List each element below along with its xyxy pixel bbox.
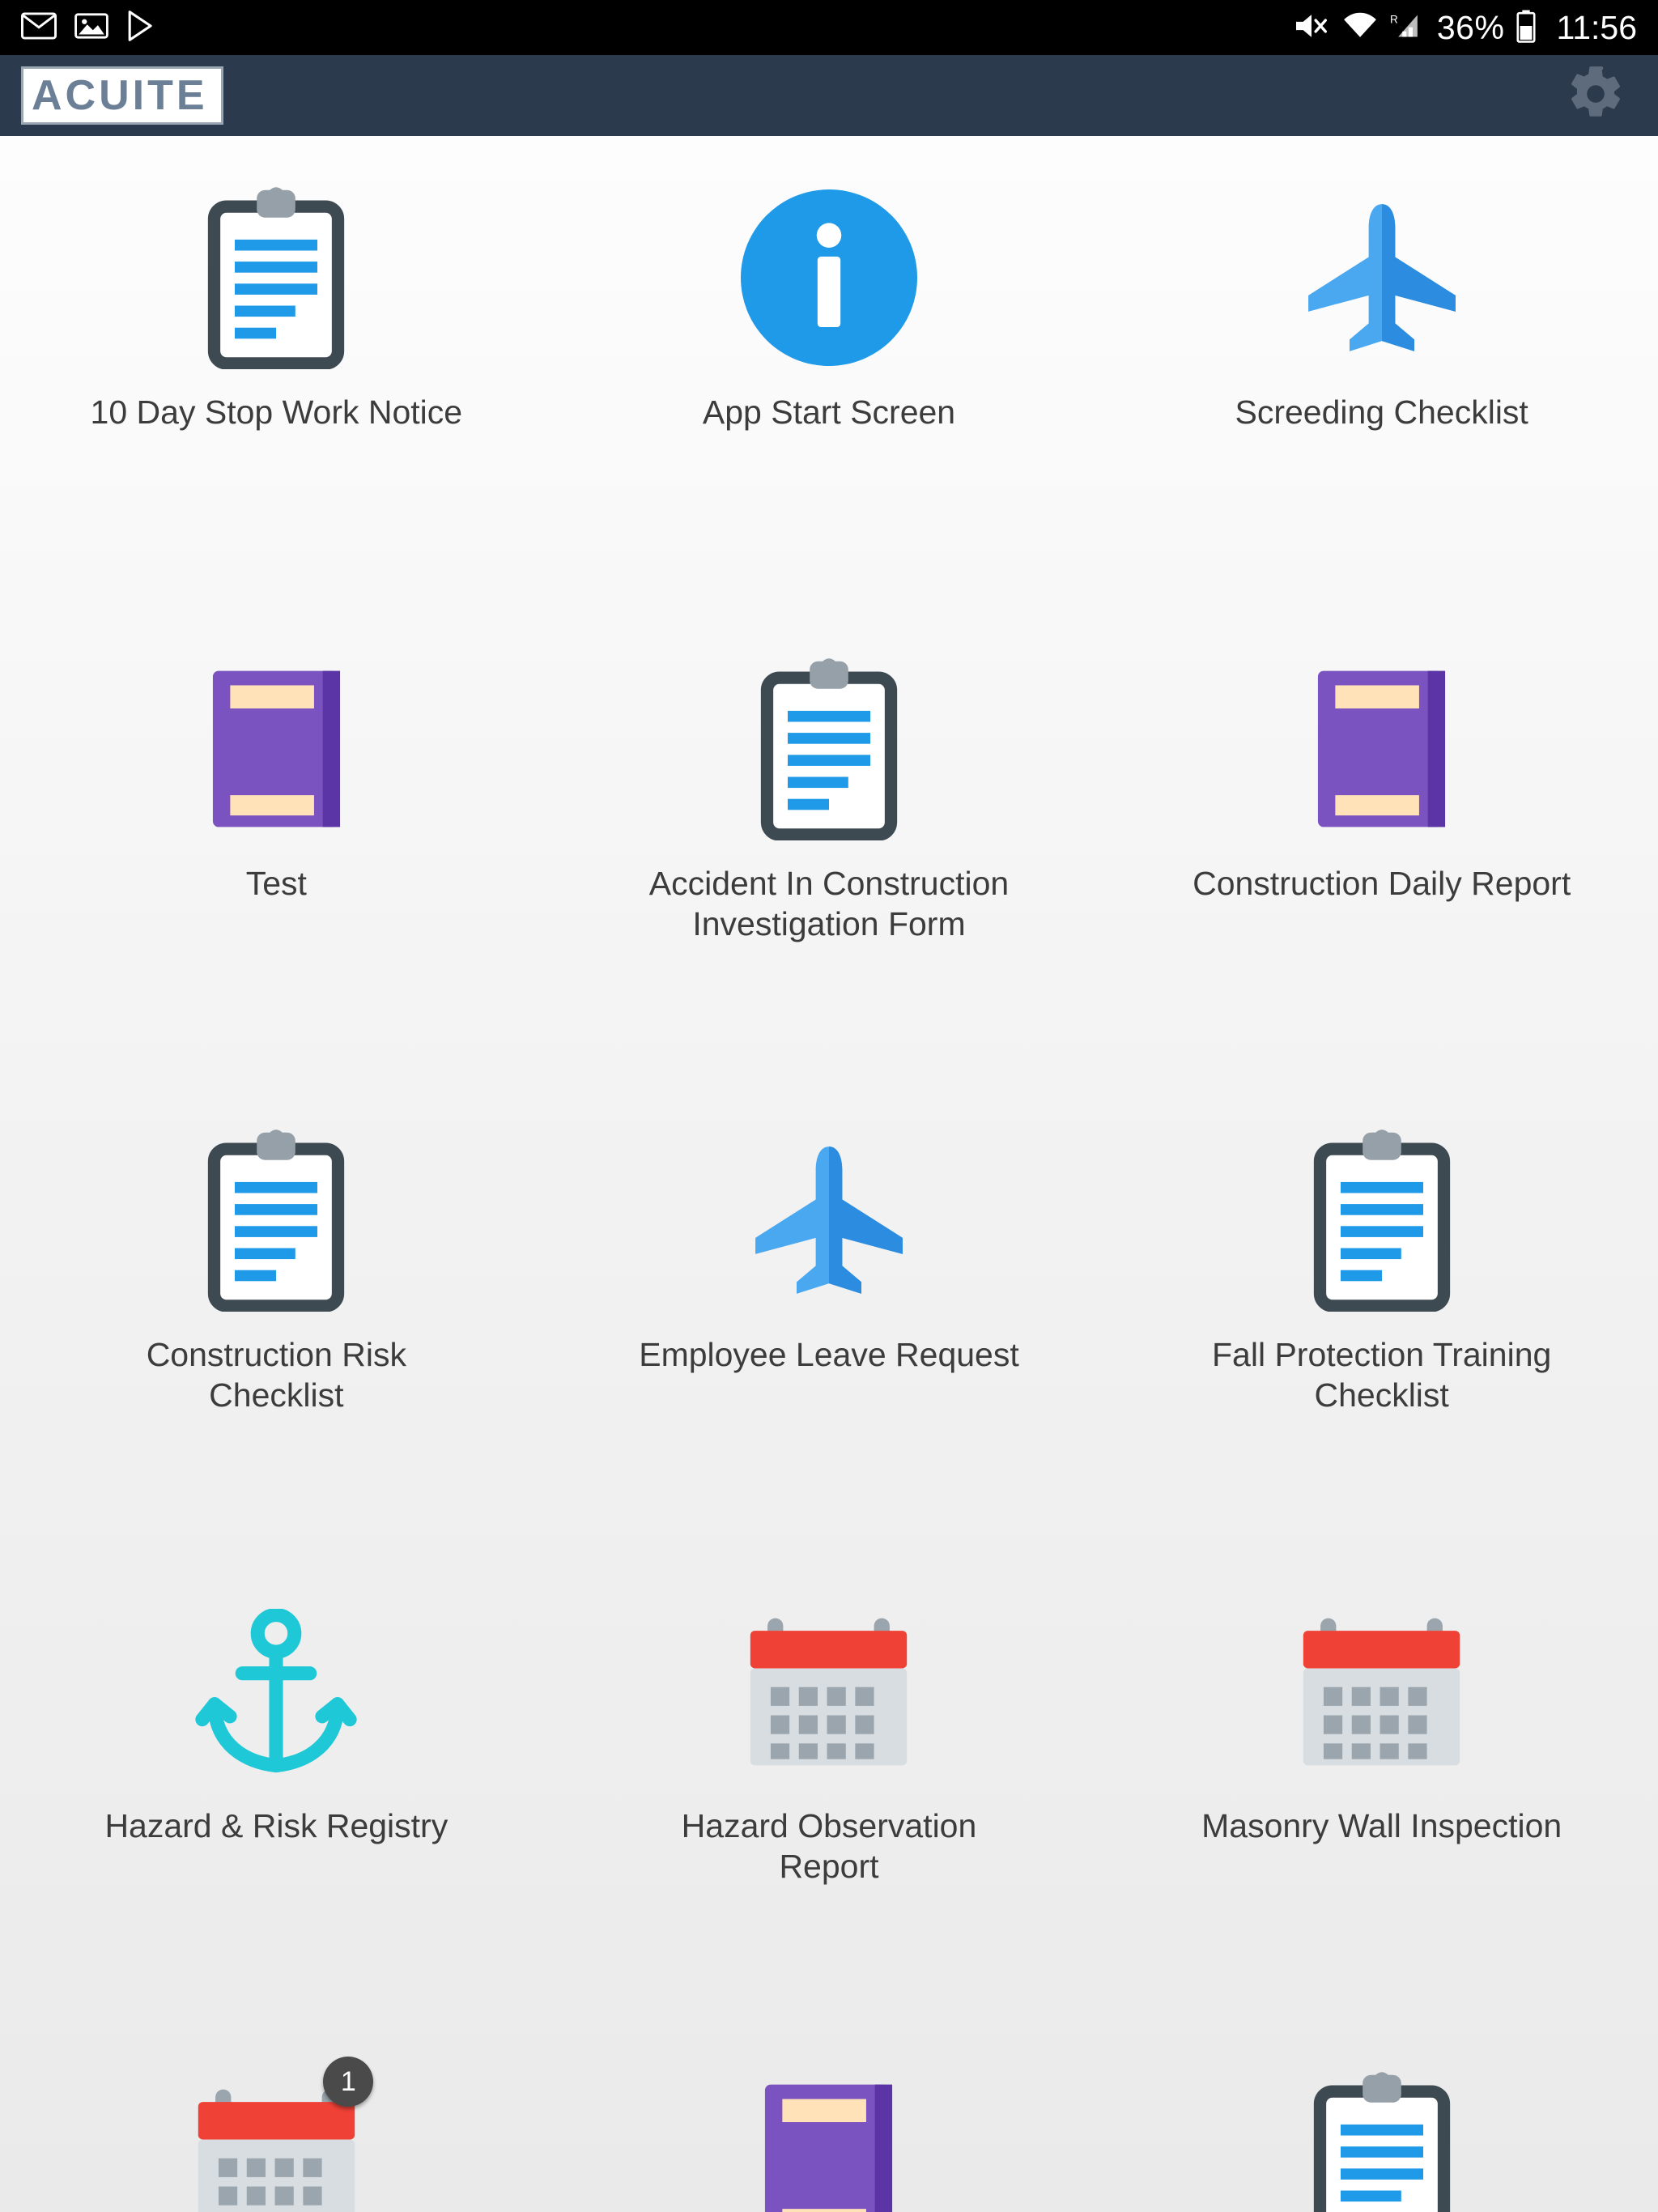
grid-item-label: Construction Daily Report: [1192, 865, 1571, 902]
grid-item[interactable]: [0, 607, 553, 1078]
grid-item[interactable]: [553, 2021, 1106, 2212]
grid-item[interactable]: [0, 136, 553, 607]
photos-icon: [74, 12, 108, 44]
gmail-icon: [21, 12, 57, 44]
airplane-icon: [728, 1119, 930, 1321]
battery-percent-text: 36%: [1436, 8, 1505, 46]
grid-item[interactable]: [553, 1550, 1106, 2021]
settings-button[interactable]: [1566, 64, 1637, 128]
calendar-icon: [728, 1590, 930, 1793]
book-icon: [1281, 648, 1483, 850]
clock-text: 11:56: [1556, 8, 1637, 46]
grid-item[interactable]: [1105, 2021, 1658, 2212]
grid-item-label: App Start Screen: [702, 393, 956, 431]
grid-item[interactable]: [1105, 1078, 1658, 1550]
logo-text: ACUITE: [32, 72, 208, 119]
grid-item-label: Masonry Wall Inspection: [1201, 1807, 1562, 1844]
clipboard-icon: [1281, 1119, 1483, 1321]
grid-item-label: Hazard Observation Report: [681, 1807, 977, 1886]
book-icon: [728, 2061, 930, 2212]
info-circle-icon: [728, 177, 930, 379]
grid-item[interactable]: [0, 1078, 553, 1550]
form-grid: [0, 136, 1658, 2212]
grid-item[interactable]: [1105, 1550, 1658, 2021]
grid-item[interactable]: [1105, 136, 1658, 607]
status-right-icons: [1293, 9, 1637, 47]
grid-item[interactable]: [553, 136, 1106, 607]
grid-item-label: Employee Leave Request: [639, 1336, 1019, 1373]
grid-item-label: Accident In Construction Investigation Form: [648, 865, 1010, 943]
android-status-bar: [0, 0, 1658, 55]
play-store-icon: [126, 11, 155, 45]
acuite-logo[interactable]: [21, 66, 223, 125]
mute-icon: [1293, 11, 1330, 45]
app-bar: [0, 55, 1658, 136]
battery-icon: [1516, 9, 1537, 47]
grid-item[interactable]: [553, 607, 1106, 1078]
clipboard-icon: [175, 177, 377, 379]
grid-item-label: 10 Day Stop Work Notice: [90, 393, 463, 431]
clipboard-icon: [1281, 2061, 1483, 2212]
status-left-icons: [21, 11, 155, 45]
anchor-icon: [175, 1590, 377, 1793]
grid-item[interactable]: [553, 1078, 1106, 1550]
grid-item-label: Hazard & Risk Registry: [104, 1807, 449, 1844]
signal-icon: [1390, 11, 1426, 45]
grid-item[interactable]: [0, 2021, 553, 2212]
notification-badge: 1: [323, 2057, 373, 2107]
airplane-icon: [1281, 177, 1483, 379]
wifi-icon: [1341, 11, 1379, 45]
gear-icon: [1566, 113, 1626, 127]
grid-item-label: Test: [245, 865, 307, 902]
grid-item[interactable]: [1105, 607, 1658, 1078]
grid-item-label: Construction Risk Checklist: [146, 1336, 406, 1414]
clipboard-icon: [728, 648, 930, 850]
grid-item-label: Fall Protection Training Checklist: [1212, 1336, 1552, 1414]
clipboard-icon: [175, 1119, 377, 1321]
grid-item-label: Screeding Checklist: [1235, 393, 1528, 431]
book-icon: [175, 648, 377, 850]
svg-text:R: R: [1389, 13, 1398, 26]
calendar-icon: [1281, 1590, 1483, 1793]
grid-item[interactable]: [0, 1550, 553, 2021]
